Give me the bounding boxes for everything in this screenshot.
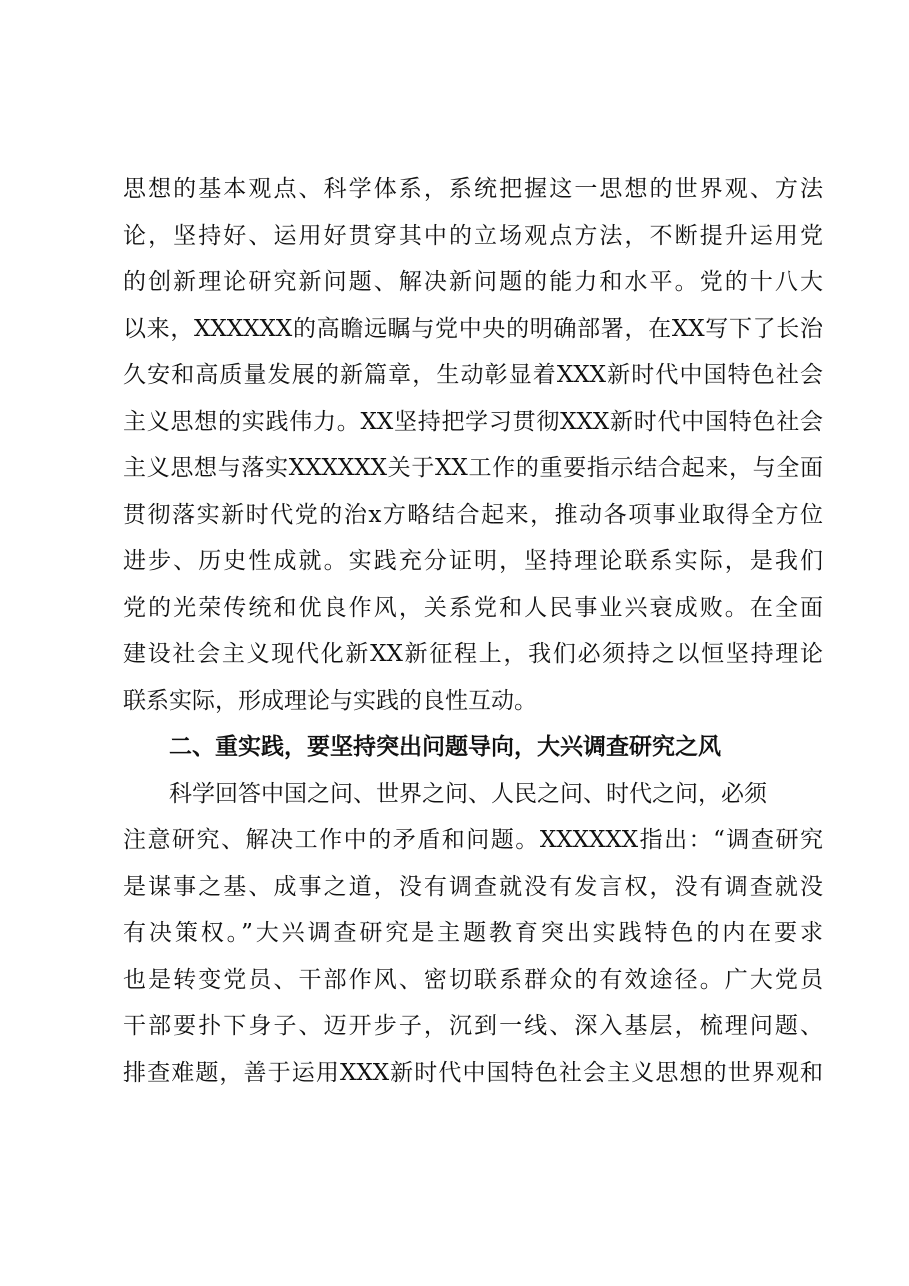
- paragraph-line: 贯彻落实新时代党的治x方略结合起来，推动各项事业取得全方位: [123, 501, 823, 528]
- paragraph-line: 科学回答中国之问、世界之问、人民之问、时代之问，必须: [169, 780, 767, 807]
- paragraph-line: 是谋事之基、成事之道，没有调查就没有发言权，没有调查就没: [123, 873, 823, 900]
- paragraph-line: 主义思想与落实XXXXXX关于XX工作的重要指示结合起来，与全面: [123, 455, 823, 481]
- paragraph-line: 久安和高质量发展的新篇章，生动彰显着XXX新时代中国特色社会: [123, 362, 823, 388]
- paragraph-line: 也是转变党员、干部作风、密切联系群众的有效途径。广大党员: [123, 966, 823, 993]
- paragraph-line: 排查难题，善于运用XXX新时代中国特色社会主义思想的世界观和: [123, 1059, 823, 1086]
- section-heading: 二、重实践，要坚持突出问题导向，大兴调查研究之风: [169, 734, 721, 760]
- paragraph-line: 的创新理论研究新问题、解决新问题的能力和水平。党的十八大: [123, 269, 823, 295]
- paragraph-line: 主义思想的实践伟力。XX坚持把学习贯彻XXX新时代中国特色社会: [123, 408, 823, 435]
- paragraph-line: 进步、历史性成就。实践充分证明，坚持理论联系实际，是我们: [123, 548, 823, 574]
- paragraph-line: 建设社会主义现代化新XX新征程上，我们必须持之以恒坚持理论: [123, 641, 823, 667]
- paragraph-line: 论，坚持好、运用好贯穿其中的立场观点方法，不断提升运用党: [123, 222, 823, 249]
- paragraph-line: 注意研究、解决工作中的矛盾和问题。XXXXXX指出：“调查研究: [123, 827, 823, 853]
- paragraph-line: 党的光荣传统和优良作风，关系党和人民事业兴衰成败。在全面: [123, 594, 823, 621]
- paragraph-line: 干部要扑下身子、迈开步子，沉到一线、深入基层，梳理问题、: [123, 1013, 823, 1039]
- paragraph-line: 有决策权。”大兴调查研究是主题教育突出实践特色的内在要求: [123, 920, 823, 946]
- paragraph-line: 联系实际，形成理论与实践的良性互动。: [123, 687, 537, 714]
- paragraph-line: 以来，XXXXXX的高瞻远瞩与党中央的明确部署，在XX写下了长治: [123, 315, 823, 342]
- paragraph-line: 思想的基本观点、科学体系，系统把握这一思想的世界观、方法: [123, 176, 823, 202]
- body-text: [123, 166, 823, 1096]
